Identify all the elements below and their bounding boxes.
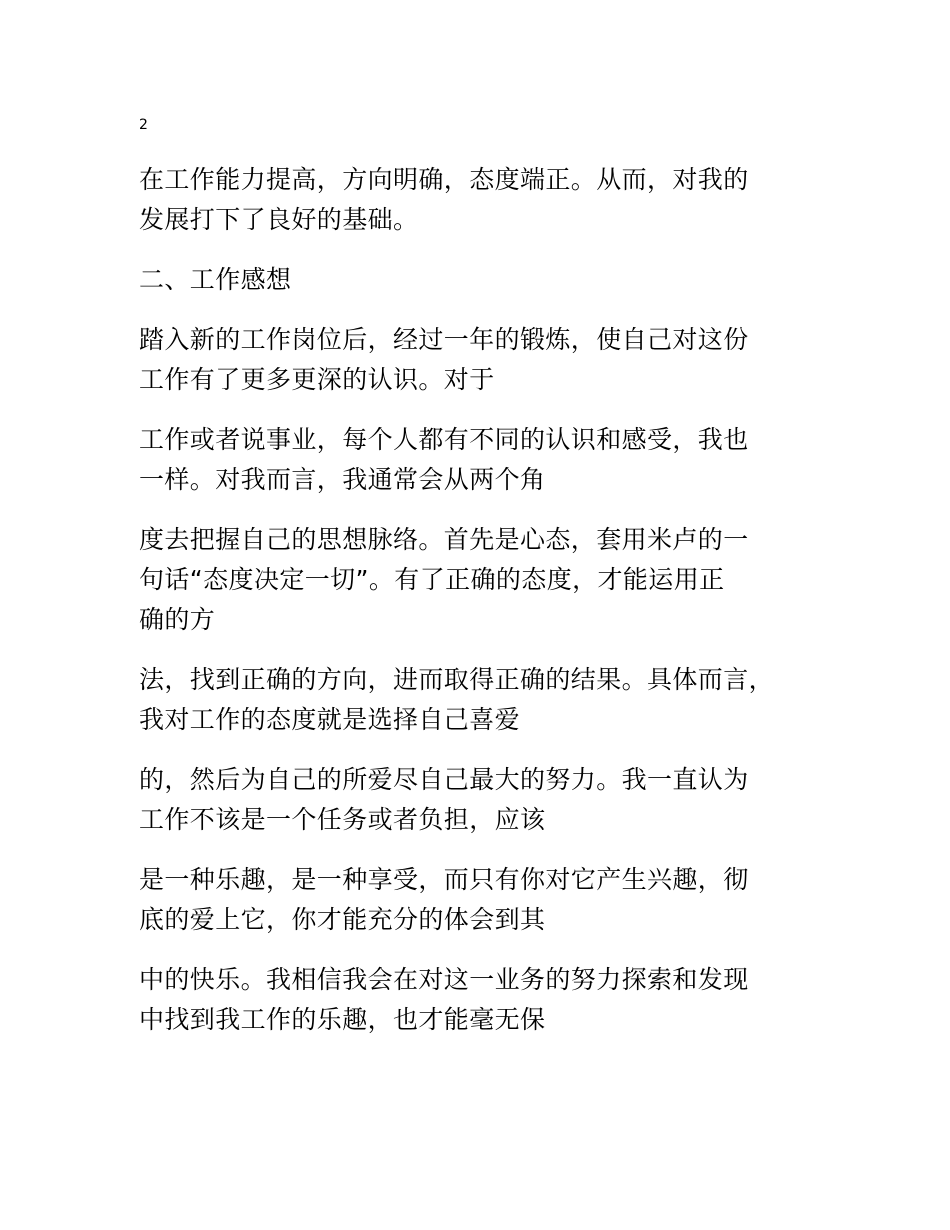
document-body [139,160,811,1040]
text-line: 发展打下了良好的基础。 [139,205,419,234]
paragraph [139,420,811,500]
text-line: 度去把握自己的思想脉络。首先是心态，套用米卢的一 [139,525,749,554]
text-line: 底的爱上它，你才能充分的体会到其 [139,905,546,934]
page-number: 2 [139,117,148,133]
text-line: 中找到我工作的乐趣，也才能毫无保 [139,1005,546,1034]
text-line: 工作不该是一个任务或者负担，应该 [139,805,546,834]
paragraph-intro-continuation [139,160,811,240]
text-line: 的，然后为自己的所爱尽自己最大的努力。我一直认为 [139,765,749,794]
text-line: 踏入新的工作岗位后，经过一年的锻炼，使自己对这份 [139,325,749,354]
text-line: 一样。对我而言，我通常会从两个角 [139,465,546,494]
section-heading [139,260,811,300]
paragraph [139,520,811,640]
paragraph [139,660,811,740]
text-line: 是一种乐趣，是一种享受，而只有你对它产生兴趣，彻 [139,865,749,894]
paragraph [139,760,811,840]
text-line: 句话“态度决定一切”。有了正确的态度，才能运用正 [139,565,725,594]
paragraph [139,960,811,1040]
text-line: 在工作能力提高，方向明确，态度端正。从而，对我的 [139,165,749,194]
text-line: 法，找到正确的方向，进而取得正确的结果。具体而言， [139,665,775,694]
paragraph [139,860,811,940]
heading-line: 二、工作感想 [139,265,292,294]
text-line: 工作或者说事业，每个人都有不同的认识和感受，我也 [139,425,749,454]
text-line: 中的快乐。我相信我会在对这一业务的努力探索和发现 [139,965,749,994]
paragraph [139,320,811,400]
text-line: 工作有了更多更深的认识。对于 [139,365,495,394]
text-line: 我对工作的态度就是选择自己喜爱 [139,705,521,734]
text-line: 确的方 [139,605,216,634]
